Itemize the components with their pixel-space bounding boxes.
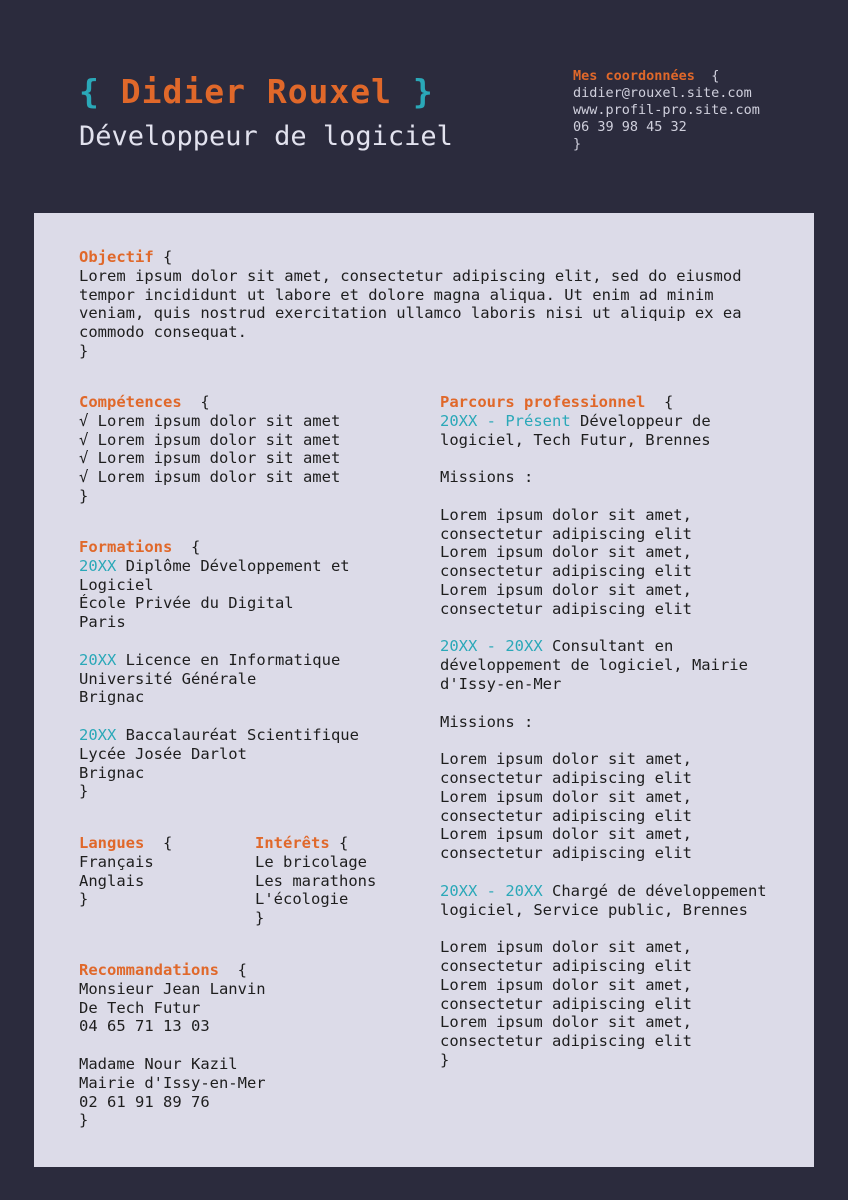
education-degree: Baccalauréat Scientifique — [125, 725, 359, 744]
missions-label: Missions : — [440, 468, 534, 487]
interest-item: L'écologie — [255, 890, 349, 909]
mission-line: consectetur adipiscing elit — [440, 524, 692, 543]
mission-line: consectetur adipiscing elit — [440, 806, 692, 825]
education-school: École Privée du Digital — [79, 594, 294, 613]
name-brace-close: } — [412, 72, 434, 111]
skills-title: Compétences — [79, 393, 182, 411]
reference-name: Monsieur Jean Lanvin — [79, 979, 266, 998]
job-role-cont: logiciel, Service public, Brennes — [440, 900, 748, 919]
education-year: 20XX — [79, 556, 117, 575]
education-entry — [79, 557, 359, 632]
objective-line: commodo consequat. — [79, 323, 247, 342]
objective-section — [79, 248, 779, 361]
education-entry — [79, 651, 359, 707]
mission-line: Lorem ipsum dolor sit amet, — [440, 938, 692, 957]
objective-open: { — [163, 248, 173, 266]
mission-line: Lorem ipsum dolor sit amet, — [440, 543, 692, 562]
objective-close: } — [79, 341, 89, 360]
skills-section — [79, 393, 340, 506]
interest-item: Les marathons — [255, 871, 377, 890]
mission-line: Lorem ipsum dolor sit amet, — [440, 787, 692, 806]
education-degree-cont: Logiciel — [79, 575, 154, 594]
languages-close: } — [79, 890, 89, 909]
reference-name: Madame Nour Kazil — [79, 1054, 238, 1073]
contact-website[interactable]: www.profil-pro.site.com — [573, 102, 760, 118]
reference-phone: 04 65 71 13 03 — [79, 1017, 210, 1036]
skill-item: √ Lorem ipsum dolor sit amet — [79, 468, 341, 487]
education-school: Université Générale — [79, 669, 257, 688]
reference-entry — [79, 1055, 266, 1111]
references-close: } — [79, 1111, 89, 1130]
job-role-cont: d'Issy-en-Mer — [440, 674, 562, 693]
job-role-cont: logiciel, Tech Futur, Brennes — [440, 430, 711, 449]
resume-header — [0, 0, 848, 213]
references-open: { — [237, 961, 247, 979]
job-title: Développeur de logiciel — [79, 121, 453, 152]
mission-line: consectetur adipiscing elit — [440, 956, 692, 975]
objective-line: tempor incididunt ut labore et dolore magna aliqua. Ut enim ad minim — [79, 285, 714, 304]
education-open: { — [191, 538, 201, 556]
interests-close: } — [255, 909, 265, 928]
languages-open: { — [163, 834, 173, 852]
education-year: 20XX — [79, 725, 117, 744]
references-title: Recommandations — [79, 961, 219, 979]
contact-close: } — [573, 136, 582, 152]
mission-line: Lorem ipsum dolor sit amet, — [440, 1013, 692, 1032]
mission-line: Lorem ipsum dolor sit amet, — [440, 975, 692, 994]
experience-section — [440, 393, 767, 1070]
mission-line: consectetur adipiscing elit — [440, 1032, 692, 1051]
mission-line: consectetur adipiscing elit — [440, 562, 692, 581]
job-role: Développeur de — [580, 411, 711, 430]
education-close: } — [79, 782, 89, 801]
mission-line: Lorem ipsum dolor sit amet, — [440, 750, 692, 769]
contact-phone: 06 39 98 45 32 — [573, 119, 687, 135]
name-text: Didier Rouxel — [120, 72, 393, 111]
languages-section — [79, 834, 172, 909]
missions-label: Missions : — [440, 712, 534, 731]
mission-line: consectetur adipiscing elit — [440, 994, 692, 1013]
education-year: 20XX — [79, 650, 117, 669]
references-section — [79, 961, 266, 1130]
language-item: Français — [79, 852, 154, 871]
mission-line: Lorem ipsum dolor sit amet, — [440, 825, 692, 844]
experience-title: Parcours professionnel — [440, 393, 646, 411]
interests-section — [255, 834, 376, 928]
reference-phone: 02 61 91 89 76 — [79, 1092, 210, 1111]
job-role: Consultant en — [552, 637, 674, 656]
languages-title: Langues — [79, 834, 145, 852]
skill-item: √ Lorem ipsum dolor sit amet — [79, 449, 341, 468]
contact-email[interactable]: didier@rouxel.site.com — [573, 85, 752, 101]
skill-item: √ Lorem ipsum dolor sit amet — [79, 411, 341, 430]
education-section — [79, 538, 359, 801]
mission-line: Lorem ipsum dolor sit amet, — [440, 580, 692, 599]
objective-line: veniam, quis nostrud exercitation ullamco laboris nisi ut aliquip ex ea — [79, 304, 742, 323]
job-entry — [440, 412, 767, 619]
job-dates: 20XX - 20XX — [440, 881, 543, 900]
objective-title: Objectif — [79, 248, 154, 266]
interests-open: { — [339, 834, 349, 852]
education-city: Brignac — [79, 688, 145, 707]
education-entry — [79, 726, 359, 782]
objective-line: Lorem ipsum dolor sit amet, consectetur adipiscing elit, sed do eiusmod — [79, 266, 742, 285]
job-entry — [440, 637, 767, 863]
reference-entry — [79, 980, 266, 1036]
skills-open: { — [200, 393, 210, 411]
education-city: Brignac — [79, 763, 145, 782]
education-title: Formations — [79, 538, 173, 556]
skills-close: } — [79, 486, 89, 505]
language-item: Anglais — [79, 871, 145, 890]
name-brace-open: { — [79, 72, 100, 111]
skill-item: √ Lorem ipsum dolor sit amet — [79, 430, 341, 449]
interest-item: Le bricolage — [255, 852, 367, 871]
experience-open: { — [663, 393, 674, 411]
interests-title: Intérêts — [255, 834, 330, 852]
contact-open: { — [711, 68, 720, 84]
education-school: Lycée Josée Darlot — [79, 744, 247, 763]
resume-body — [34, 213, 814, 1167]
mission-line: consectetur adipiscing elit — [440, 768, 692, 787]
job-dates: 20XX - Présent — [440, 411, 571, 430]
experience-close: } — [440, 1050, 450, 1069]
mission-line: consectetur adipiscing elit — [440, 844, 692, 863]
reference-org: Mairie d'Issy-en-Mer — [79, 1073, 266, 1092]
reference-org: De Tech Futur — [79, 998, 201, 1017]
contact-title: Mes coordonnées — [573, 68, 695, 84]
job-dates: 20XX - 20XX — [440, 637, 543, 656]
education-city: Paris — [79, 613, 126, 632]
job-role-cont: développement de logiciel, Mairie — [440, 656, 748, 675]
job-entry — [440, 882, 767, 1051]
education-degree: Diplôme Développement et — [125, 556, 350, 575]
contact-block — [573, 68, 760, 153]
mission-line: consectetur adipiscing elit — [440, 599, 692, 618]
education-degree: Licence en Informatique — [125, 650, 341, 669]
job-role: Chargé de développement — [552, 881, 767, 900]
candidate-name — [79, 70, 434, 114]
mission-line: Lorem ipsum dolor sit amet, — [440, 505, 692, 524]
